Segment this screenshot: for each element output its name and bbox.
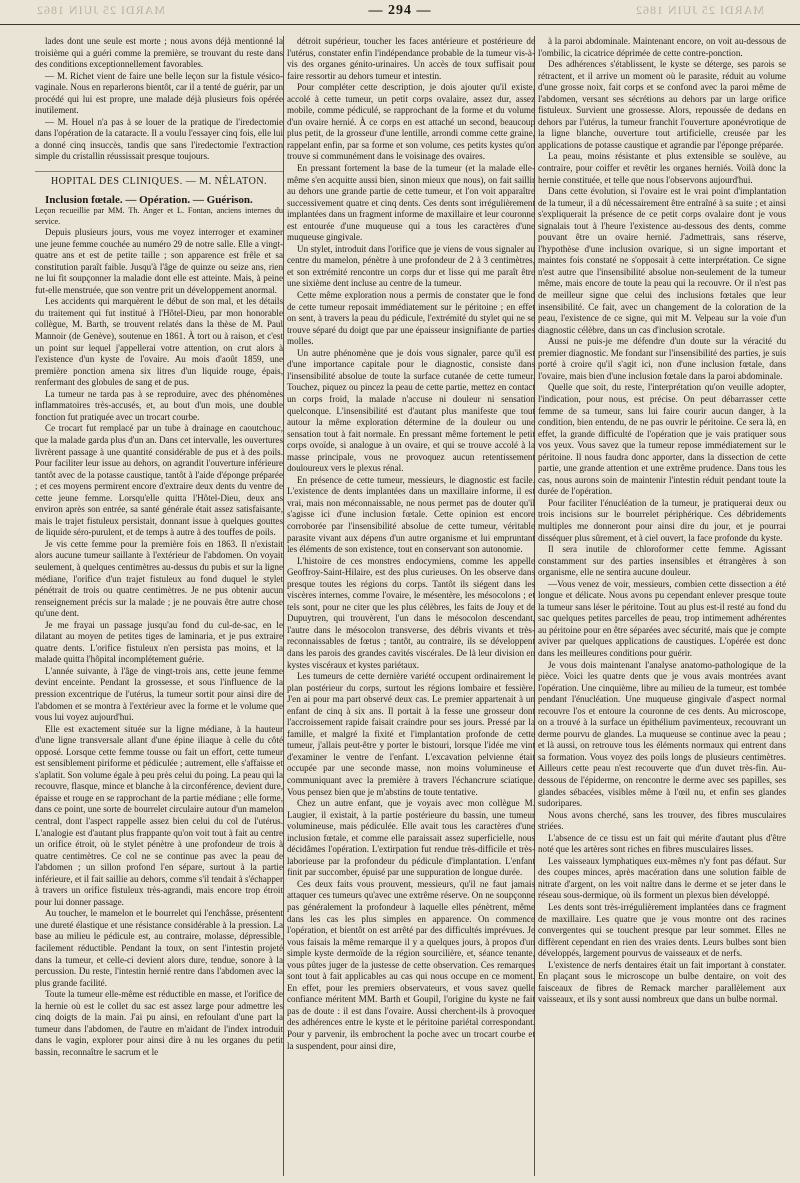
paragraph: Pour faciliter l'énucléation de la tumeur, je pratiquerai deux ou trois incisions sur le bourrelet périphérique. Ces débridements multiples me donneront pour ainsi dire du jour, et je pourrai disséquer plus sûrement, et à ciel ouvert, la face profonde du kyste. (538, 497, 786, 543)
paragraph: détroit supérieur, toucher les faces antérieure et postérieure de l'utérus, constater enfin l'indépendance probable de la tumeur vis-à-vis des organes génito-urinaires. Un accès de toux suffisait pour faire ressortir au dehors tumeur et intestin. (287, 36, 535, 81)
paragraph: Ce trocart fut remplacé par un tube à drainage en caoutchouc, que la malade garda plus d'un an. Dans cet intervalle, les ouvertures livrèrent passage à une quantité considérable de pus et à des poils. Pour faciliter leur issue au dehors, on agrandit l'ouverture inférieure tantôt avec de la potasse caustique, tantôt à l'aide d'éponge préparée ; et ces moyens permirent encore d'extraire deux dents du ventre de cette jeune femme. Lorsqu'elle quitta l'Hôtel-Dieu, deux ans environ après son entrée, sa santé générale était assez satisfaisante, mais le trajet fistuleux persistait, donnant issue à quelques gouttes de liquide séro-purulent, et de temps à autre à des touffes de poils. (35, 423, 283, 538)
paragraph: En présence de cette tumeur, messieurs, le diagnostic est facile. L'existence de dents implantées dans un maxillaire informe, il est vrai, mais non méconnaissable, ne nous permet pas de douter qu'il s'agisse ici d'une inclusion fœtale. Cette opinion est encore corroborée par l'insensibilité absolue de cette tumeur, véritable parasite vivant aux dépens d'un autre organisme et lui empruntant les éléments de son existence, tout en conservant son autonomie. (287, 474, 535, 555)
paragraph: Je vis cette femme pour la première fois en 1863. Il n'existait alors aucune tumeur saillante à l'extérieur de l'abdomen. On voyait seulement, à quelques centimètres au-dessus du pubis et sur la ligne médiane, l'orifice d'un trajet fistuleux au fond duquel le stylet pénétrait de trois ou quatre centimètres. Je ne pus obtenir aucun renseignement précis sur la malade ; je ne pouvais être autre chose qu'une dent. (35, 538, 283, 619)
column-1 (35, 36, 283, 1176)
page-header (0, 0, 800, 25)
paragraph: Depuis plusieurs jours, vous me voyez interroger et examiner une jeune femme couchée au numéro 29 de notre salle. Elle a vingt-quatre ans et est de petite taille ; son apparence est frêle et sa constitution paraît faible. Jusqu'à l'âge de quinze ou seize ans, rien ne lui fit soupçonner la maladie dont elle est atteinte. Mais, à peine fut-elle menstruée, que son ventre prit un développement anormal. (35, 227, 283, 295)
paragraph: Chez un autre enfant, que je voyais avec mon collègue M. Laugier, il existait, à la partie postérieure du bassin, une tumeur volumineuse, mais pédiculée. Elle avait tous les caractères d'une inclusion fœtale, et comme elle paraissait assez superficielle, nous décidâmes l'opération. L'extirpation fut rendue très-difficile et très-laborieuse par la profondeur du pédicule d'implantation. L'enfant finit par succomber, épuisé par une suppuration de longue durée. (287, 798, 535, 878)
column-rule-1 (283, 36, 284, 1176)
paragraph: Un stylet, introduit dans l'orifice que je viens de vous signaler au centre du mamelon, pénètre à une profondeur de 2 à 3 centimètres, et son extrémité rencontre un corps dur et lisse qui me paraît être une sixième dent incluse au centre de la tumeur. (287, 243, 535, 289)
paragraph: Toute la tumeur elle-même est réductible en masse, et l'orifice de la hernie où est le collet du sac est assez large pour admettre les cinq doigts de la main. J'ai pu ainsi, en refoulant d'une part la tumeur dans l'abdomen, de l'autre en m'aidant de l'index introduit dans le vagin, explorer pour ainsi dire à nu les organes du petit bassin, reconnaître le sacrum et le (35, 989, 283, 1057)
paragraph: La peau, moins résistante et plus extensible se soulève, au contraire, pour coiffer et revêtir les organes herniés. Voilà donc la hernie constituée, et telle que nous l'observons aujourd'hui. (538, 151, 786, 185)
paragraph: Elle est exactement située sur la ligne médiane, à la hauteur d'une ligne transversale allant d'une épine iliaque à celle du côté opposé. Lorsque cette femme tousse ou fait un effort, cette tumeur est sensiblement piriforme et pédiculée ; autrement, elle s'affaisse et s'aplatit. Son volume égale à peu près celui du poing. La peau qui la recouvre, flasque, mince et blanche à la circonférence, devient dure, épaisse et rouge en se rapprochant de la partie médiane ; elle forme, dans ce point, une sorte de bourrelet circulaire autour d'un mamelon central, dont l'aspect rappelle assez bien celui du col de l'utérus. L'analogie est d'autant plus frappante qu'on voit tout à fait au centre un orifice étroit, où le stylet pénètre à une profondeur de trois à quatre centimètres. Ce col ne se continue pas avec la peau de l'abdomen ; un sillon profond l'en sépare, surtout à la partie inférieure, et il fait saillie au dehors, comme s'il tendait à s'échapper à travers un orifice fistuleux très-agrandi, mais encore trop étroit pour lui donner passage. (35, 723, 283, 907)
paragraph: Dans cette évolution, si l'ovaire est le vrai point d'implantation de la tumeur, il a dû nécessairement être entraîné à sa suite ; et ainsi s'expliquerait la présence de ce petit corps ovalaire dont je vous signalais tout à l'heure l'existence au-dessous des dents, comme pouvant être un ovaire hernié. J'admettrais, sans réserve, l'hypothèse d'une inclusion ovarique, si un signe important et maintes fois constaté ne s'opposait à cette interprétation. Ce signe n'est autre que l'insensibilité absolue non-seulement de la tumeur même, mais encore de toute la peau qui la recouvre. Or il n'est pas de meilleur signe que celui des inclusions fœtales que leur insensibilité. Ce fait, avec un changement de la coloration de la peau, l'existence de ce signe, qui mit M. Velpeau sur la voie d'un diagnostic célèbre, dans un cas d'inclusion scrotale. (538, 186, 786, 335)
paragraph: Je me frayai un passage jusqu'au fond du cul-de-sac, en le dilatant au moyen de petites tiges de laminaria, et je pus extraire quatre dents. L'orifice fistuleux n'en persista pas moins, et la malade quitta l'hôpital incomplétement guérie. (35, 619, 283, 665)
article-title: Inclusion fœtale. — Opération. — Guérison. (45, 193, 253, 206)
paragraph: Je vous dois maintenant l'analyse anatomo-pathologique de la pièce. Voici les quatre dents que je vous avais montrées avant l'opération. Une cinquième, libre au milieu de la tumeur, est tombée pendant l'énucléation. Une muqueuse gingivale d'aspect normal recouvre l'os et entoure la couronne de ces dents. Au microscope, on a trouvé à la surface un épithélium pavimenteux, recouvrant un derme pourvu de glandes. La muqueuse se continue avec la peau ; et là aussi, on retrouve tous les éléments normaux qui entrent dans sa formation. Vous voyez des poils longs de plusieurs centimètres. Ailleurs cette peau n'est recouverte que d'un duvet très-fin. Au-dessous de l'épiderme, on rencontre le derme avec ses papilles, ses glandes sébacées, visibles même à l'œil nu, et enfin ses glandes sudoripares. (538, 659, 786, 809)
paragraph: Des adhérences s'établissent, le kyste se déterge, ses parois se rétractent, et il arrive un moment où le parasite, réduit au volume d'une grosse noix, fait corps et se confond avec la paroi même de l'abdomen, versant ses sécrétions au dehors par un large orifice fistuleux. Survient une grossesse. Alors, repoussée de dedans en dehors par l'utérus, la tumeur franchit l'ouverture aponévrotique de la ligne blanche, ouverture tout artificielle, creusée par les applications de potasse caustique et agrandie par l'éponge préparée. (538, 59, 786, 150)
paragraph: Les vaisseaux lymphatiques eux-mêmes n'y font pas défaut. Sur des coupes minces, après macération dans une solution faible de nitrate d'argent, on les voit naître dans le derme et se jeter dans le réseau sous-dermique, où ils forment un plexus bien développé. (538, 855, 786, 901)
paragraph: Les tumeurs de cette dernière variété occupent ordinairement le plan postérieur du corps, surtout les régions lombaire et fessière. J'en ai pour ma part observé deux cas. Le premier appartenait à un enfant de cinq à six ans. Il portait à la fesse une grosseur dont l'accroissement rapide faisait craindre pour ses jours. Pressé par la famille, et malgré la fixité et l'implantation profonde de cette tumeur, j'allais peut-être y porter le bistouri, lorsque l'idée me vint d'examiner le ventre de l'enfant. L'excavation pelvienne était occupée par une seconde masse, non moins volumineuse et communiquant avec la première à travers l'échancrure sciatique. Vous pensez bien que je m'abstins de toute tentative. (287, 671, 535, 797)
paragraph: La tumeur ne tarda pas à se reproduire, avec des phénomènes inflammatoires très-accusés, et, au bout d'un mois, une double fonction fut pratiquée avec un trocart courbe. (35, 388, 283, 422)
paragraph: —Vous venez de voir, messieurs, combien cette dissection a été longue et délicate. Nous avons pu cependant enlever presque toute la tumeur sans léser le péritoine. Tout au plus est-il resté au fond du sac quelques petites parcelles de peau, trop intimement adhérentes au péritoine pour en être séparées avec sécurité, mais que je compte aviver par quelques applications de caustiques. L'opérée est donc dans les meilleures conditions pour guérir. (538, 578, 786, 658)
paragraph: Nous avons cherché, sans les trouver, des fibres musculaires striées. (538, 809, 786, 832)
paragraph: — M. Richet vient de faire une belle leçon sur la fistule vésico-vaginale. Nous en reparlerons bientôt, car il a tenté de guérir, par un procédé qui lui est propre, une malade déjà plusieurs fois opérée inutilement. (35, 70, 283, 116)
paragraph: Il sera inutile de chloroformer cette femme. Agissant constamment sur des parties insensibles et étrangères à son organisme, elle ne sentira aucune douleur. (538, 544, 786, 578)
paragraph: Les dents sont très-irrégulièrement implantées dans ce fragment de maxillaire. Les quatre que je vous montre ont des racines convergentes qui se touchent presque par leur sommet. Elles ne diffèrent cependant en rien des vraies dents. Leurs bulbes sont bien développés, largement pourvus de vaisseaux et de nerfs. (538, 902, 786, 959)
paragraph: L'existence de nerfs dentaires était un fait important à constater. En plaçant sous le microscope un bulbe dentaire, on voit des faisceaux de fibres de Remack marcher parallèlement aux vaisseaux, et ils y sont aussi nombreux que dans un bulbe normal. (538, 959, 786, 1005)
paragraph: Quelle que soit, du reste, l'interprétation qu'on veuille adopter, l'indication, pour nous, est précise. On peut débarrasser cette femme de sa tumeur, sans lui faire courir aucun danger, à la condition, bien entendu, de ne pas ouvrir le péritoine. Ce sera là, en effet, la grande difficulté de l'opération que je vais pratiquer sous vos yeux. Vous savez que la tumeur repose immédiatement sur le péritoine. Il nous faudra donc apporter, dans la dissection de cette partie, une grande attention et une extrême prudence. Dans tous les cas, nous aurons soin de maintenir l'intestin réduit pendant toute la durée de l'opération. (538, 382, 786, 497)
paragraph: Cette même exploration nous a permis de constater que le fond de cette tumeur reposait immédiatement sur le péritoine ; en effet on sent, à travers la peau du pédicule, l'extrémité du stylet qui ne se trouve séparé du doigt que par une épaisseur insignifiante de parties molles. (287, 290, 535, 347)
paragraph: Un autre phénomène que je dois vous signaler, parce qu'il est d'une importance capitale pour le diagnostic, consiste dans l'insensibilité absolue de toute la surface cutanée de cette tumeur. Touchez, piquez ou pincez la peau de cette partie, mettez en contact un corps froid, la malade n'accuse ni douleur ni sensation quelconque. L'insensibilité est d'autant plus manifeste que tout autour la même exploration détermine de la douleur ou une sensation tout à fait normale. En pressant même fortement le petit corps ovoïde, si analogue à un ovaire, et qui se trouve accolé à la masse principale, vous ne provoquez aucun retentissement douloureux vers le plexus rénal. (287, 347, 535, 474)
bleed-through-header-right: MARDI 25 JUIN 1862 (635, 3, 764, 17)
column-3 (538, 36, 786, 1176)
paragraph: Les accidents qui marquèrent le début de son mal, et les détails du traitement qui fut institué à l'Hôtel-Dieu, par mon honorable collègue, M. Barth, se trouvent relatés dans la thèse de M. Paul Mannoir (de Genève), soutenue en 1861. À tort ou à raison, et c'est un point sur lequel j'appellerai votre attention, on crut alors à l'existence d'un kyste de l'ovaire. Au mois d'août 1859, une première ponction amena six litres d'un liquide rouge, épais, renfermant des globules de sang et de pus. (35, 296, 283, 388)
paragraph: Au toucher, le mamelon et le bourrelet qui l'enchâsse, présentent une dureté élastique et une résistance considérable à la pression. La base au milieu le pédicule est, au contraire, molasse, dépressible, facilement réductible. Pendant la toux, on sent l'intestin projeté dans la tumeur, et celle-ci devient alors dure, tendue, sonore à la percussion. Du reste, l'intestin hernié rentre dans l'abdomen avec la plus grande facilité. (35, 908, 283, 988)
paragraph: En pressant fortement la base de la tumeur (et la malade elle-même s'en acquitte aussi bien, sinon mieux que nous), on fait saillir au dehors une grande partie de cette tumeur, et l'on voit apparaître successivement quatre et cinq dents. Ces dents sont irrégulièrement implantées dans un fragment informe de maxillaire et leur couronne est entourée d'une muqueuse qui a tous les caractères d'une muqueuse gingivale. (287, 163, 535, 243)
bleed-through-header-left: MARDI 25 JUIN 1862 (36, 3, 165, 17)
page-number: — 294 — (368, 3, 432, 18)
paragraph: L'absence de ce tissu est un fait qui mérite d'autant plus d'être noté que les artères sont riches en fibres musculaires lisses. (538, 832, 786, 855)
paragraph: — M. Houel n'a pas à se louer de la pratique de l'iredectomie dans l'opération de la cataracte. Il a voulu l'essayer cinq fois, elle lui a donné cinq insuccès, tandis que sans l'iredectomie l'extraction simple du cristallin réussissait presque toujours. (35, 116, 283, 162)
section-heading: HOPITAL DES CLINIQUES. — M. NÉLATON. (35, 171, 283, 188)
paragraph: Ces deux faits vous prouvent, messieurs, qu'il ne faut jamais attaquer ces tumeurs qu'avec une extrême réserve. On ne soupçonne pas généralement la profondeur à laquelle elles pénètrent, même dans les cas les plus simples en apparence. On commence l'opération, et bientôt on est arrêté par des difficultés imprévues. Je vous faisais la même remarque il y a quelques jours, à propos d'un simple kyste dermoïde de la région sourcilière, et, séance tenante, vous pûtes juger de la justesse de cette observation. Ces remarques sont tout à fait applicables au cas qui nous occupe en ce moment. En effet, pour les premiers observateurs, et vous savez quelle confiance méritent MM. Barth et Goupil, l'origine du kyste ne fait pas de doute : il est dans l'ovaire. Aussi cherchent-ils à provoquer des adhérences entre le kyste et le péritoine pariétal correspondant. Pour y parvenir, ils embrochent la poche avec un trocart courbe et la suspendent, pour ainsi dire, (287, 878, 535, 1051)
paragraph: L'année suivante, à l'âge de vingt-trois ans, cette jeune femme devint enceinte. Pendant la grossesse, et sous l'influence de la pression excentrique de l'utérus, la tumeur sortit pour ainsi dire de l'abdomen et se montra à l'extérieur avec la forme et le volume que vous lui voyez aujourd'hui. (35, 665, 283, 723)
lecture-credit: Leçon recueillie par MM. Th. Anger et L. Fontan, anciens internes du service. (35, 206, 283, 226)
paragraph: lades dont une seule est morte ; nous avons déjà mentionné la troisième qui a guéri comme la première, se trouvant du reste dans des conditions exceptionnellement favorables. (35, 36, 283, 70)
paragraph: à la paroi abdominale. Maintenant encore, on voit au-dessous de l'ombilic, la cicatrice déprimée de cette contre-ponction. (538, 36, 786, 58)
paragraph: Aussi ne puis-je me défendre d'un doute sur la véracité du premier diagnostic. Me fondant sur l'insensibilité des parties, je suis porté à croire qu'il s'agit ici, non d'une inclusion fœtale, dans l'ovaire, mais bien d'une inclusion fœtale dans la paroi abdominale. (538, 336, 786, 381)
column-2 (287, 36, 535, 1176)
paragraph: L'histoire de ces monstres endocymiens, comme les appelle Geoffroy-Saint-Hilaire, est des plus curieuses. On les observe dans presque toutes les régions du corps. Tantôt ils siégent dans les viscères internes, comme l'ovaire, le mésentère, les mésocolons ; et tels sont, pour ne citer que les plus célèbres, les faits de Jouy et de Dupuytren, qui trouvèrent, l'un dans le mésocolon descendant, l'autre dans le mésocolon transverse, des débris vivants et très-reconnaissables de fœtus ; tantôt, au contraire, ils se développent dans les parois des grandes cavités viscérales. De là leur division en kystes viscéraux et kystes pariétaux. (287, 555, 535, 670)
paragraph: Pour compléter cette description, je dois ajouter qu'il existe, accolé à cette tumeur, un petit corps ovalaire, assez dur, assez mobile, comme pédiculé, se rapprochant de la forme et du volume d'un ovaire hernié. À ce corps en est attaché un second, beaucoup plus petit, de la grosseur d'une lentille, arrondi comme cette graine, rappelant enfin, par sa forme et son volume, ces petits kystes qu'on trouve si communément dans le voisinage des ovaires. (287, 82, 535, 162)
